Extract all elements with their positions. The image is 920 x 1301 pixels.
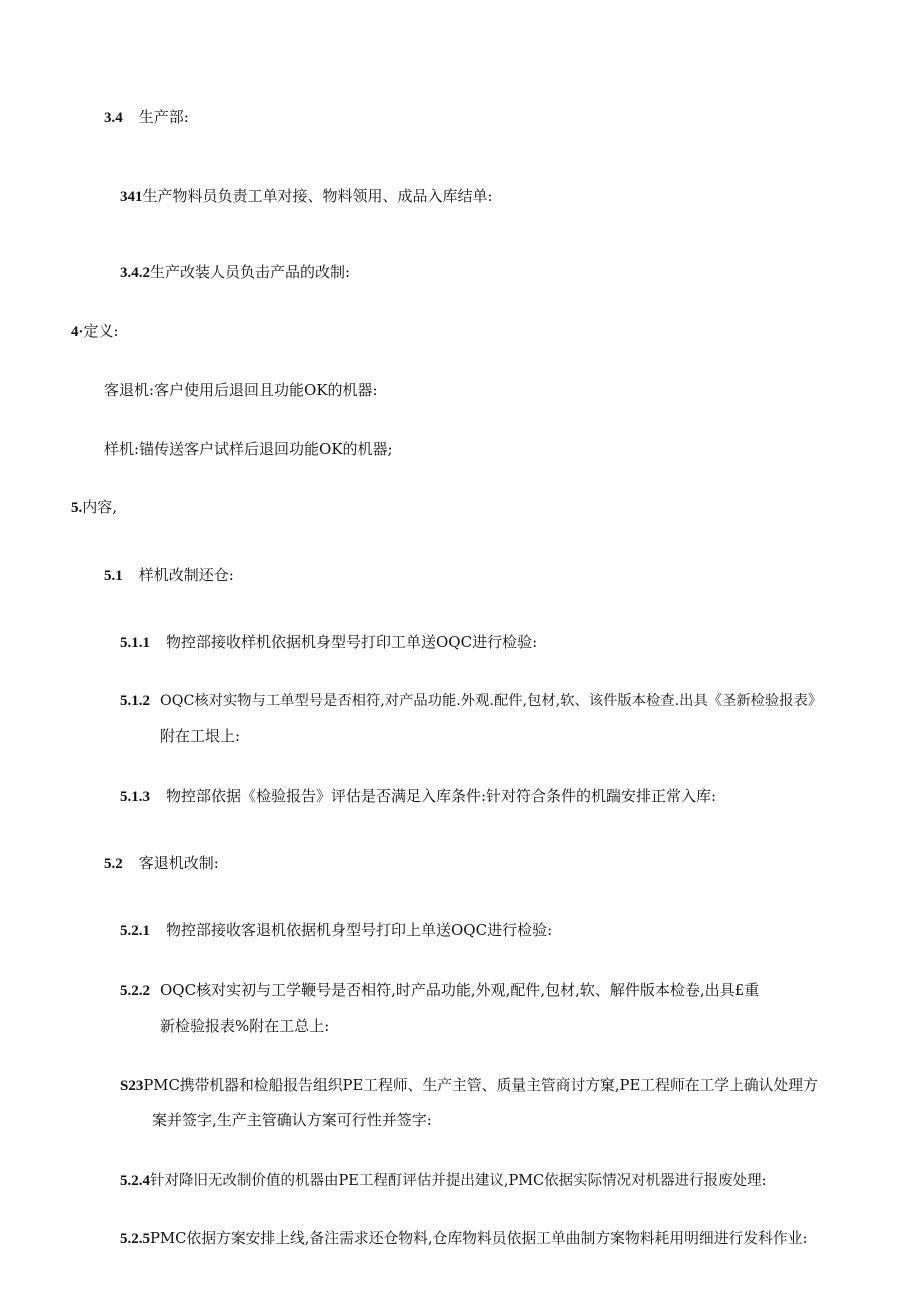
section-text: 针对降旧无改制价值的机器由PE工程酊评估并提出建议,PMC依据实际情况对机器进行报废处理: — [150, 1173, 767, 1189]
heading-5 — [71, 497, 117, 518]
section-number: 5.2.1 — [120, 923, 150, 939]
item-5-1-2 — [120, 690, 822, 711]
section-text: 生产部: — [138, 108, 189, 126]
heading-3-4 — [104, 107, 189, 128]
section-number: 3.4.2 — [120, 265, 150, 281]
definition-sample — [104, 439, 393, 459]
section-number: 5.2.5 — [120, 1231, 150, 1247]
item-3-4-2 — [120, 262, 350, 283]
section-text: 生产改装人员负击产品的改制: — [150, 263, 351, 281]
section-number: 4· — [71, 324, 84, 340]
section-text: 样机改制还仓: — [138, 566, 234, 584]
section-number: 5.2.4 — [120, 1173, 150, 1189]
section-text: 客退机改制: — [138, 854, 219, 872]
item-5-2-3-continuation — [152, 1110, 432, 1130]
definition-text: 客退机:客户使用后退回且功能OK的机器: — [104, 381, 378, 399]
item-3-4-1 — [120, 186, 493, 207]
section-text: OQC核对实初与工学鞭号是否相符,时产品功能,外观,配件,包材,软、解件版本检卷,出具£重 — [160, 981, 760, 999]
section-number: 341 — [120, 189, 143, 205]
section-text: 附在工垠上: — [160, 727, 241, 745]
heading-5-1 — [104, 565, 234, 586]
section-text: PMC依据方案安排上线,备注需求还仓物料,仓库物料员依据工单曲制方案物料耗用明细进行发科作业: — [150, 1230, 808, 1247]
item-5-2-3 — [120, 1075, 818, 1096]
section-number: 5.1 — [104, 568, 123, 584]
section-text: OQC核对实物与工单型号是否相符,对产品功能.外观.配件,包材,软、该件版本检查.出具《圣新检验报表》 — [160, 693, 823, 709]
item-5-1-1 — [120, 632, 537, 653]
section-number: S23 — [120, 1078, 144, 1094]
definition-customer-return — [104, 380, 378, 400]
definition-text: 样机:锚传送客户试样后退回功能OK的机器; — [104, 440, 393, 458]
section-text: 物控部接收客退机依据机身型号打印上单送OQC进行检验: — [166, 921, 553, 939]
section-number: 5.2.2 — [120, 983, 150, 999]
section-number: 3.4 — [104, 110, 123, 126]
section-text: 新检验报表%附在工总上: — [160, 1017, 330, 1035]
section-text: 物控部接收样机依据机身型号打印工单送OQC进行检验: — [166, 633, 538, 651]
section-text: 生产物料员负责工单对接、物料领用、成品入库结单: — [142, 187, 493, 205]
item-5-2-2-continuation — [160, 1016, 329, 1036]
item-5-2-2 — [120, 980, 759, 1001]
section-text: PMC携带机器和检船报告组织PE工程师、生产主管、质量主管商讨方窠,PE工程师在工学上确认处理方 — [143, 1077, 818, 1094]
section-number: 5.2 — [104, 856, 123, 872]
item-5-1-2-continuation — [160, 726, 240, 746]
item-5-1-3 — [120, 786, 716, 807]
section-number: 5.1.2 — [120, 693, 150, 709]
section-text: 案并签字,生产主管确认方案可行性并签字: — [152, 1111, 432, 1129]
heading-4 — [71, 321, 119, 342]
section-number: 5.1.3 — [120, 789, 150, 805]
section-text: 内容, — [82, 498, 118, 516]
section-number: 5. — [71, 500, 83, 516]
section-number: 5.1.1 — [120, 635, 150, 651]
item-5-2-1 — [120, 920, 552, 941]
item-5-2-5 — [120, 1228, 808, 1249]
section-text: 物控部依据《检验报告》评估是否满足入库条件:针对符合条件的机踹安排正常入库: — [166, 787, 717, 805]
heading-5-2 — [104, 853, 219, 874]
section-text: 定义: — [83, 322, 119, 340]
item-5-2-4 — [120, 1170, 767, 1191]
